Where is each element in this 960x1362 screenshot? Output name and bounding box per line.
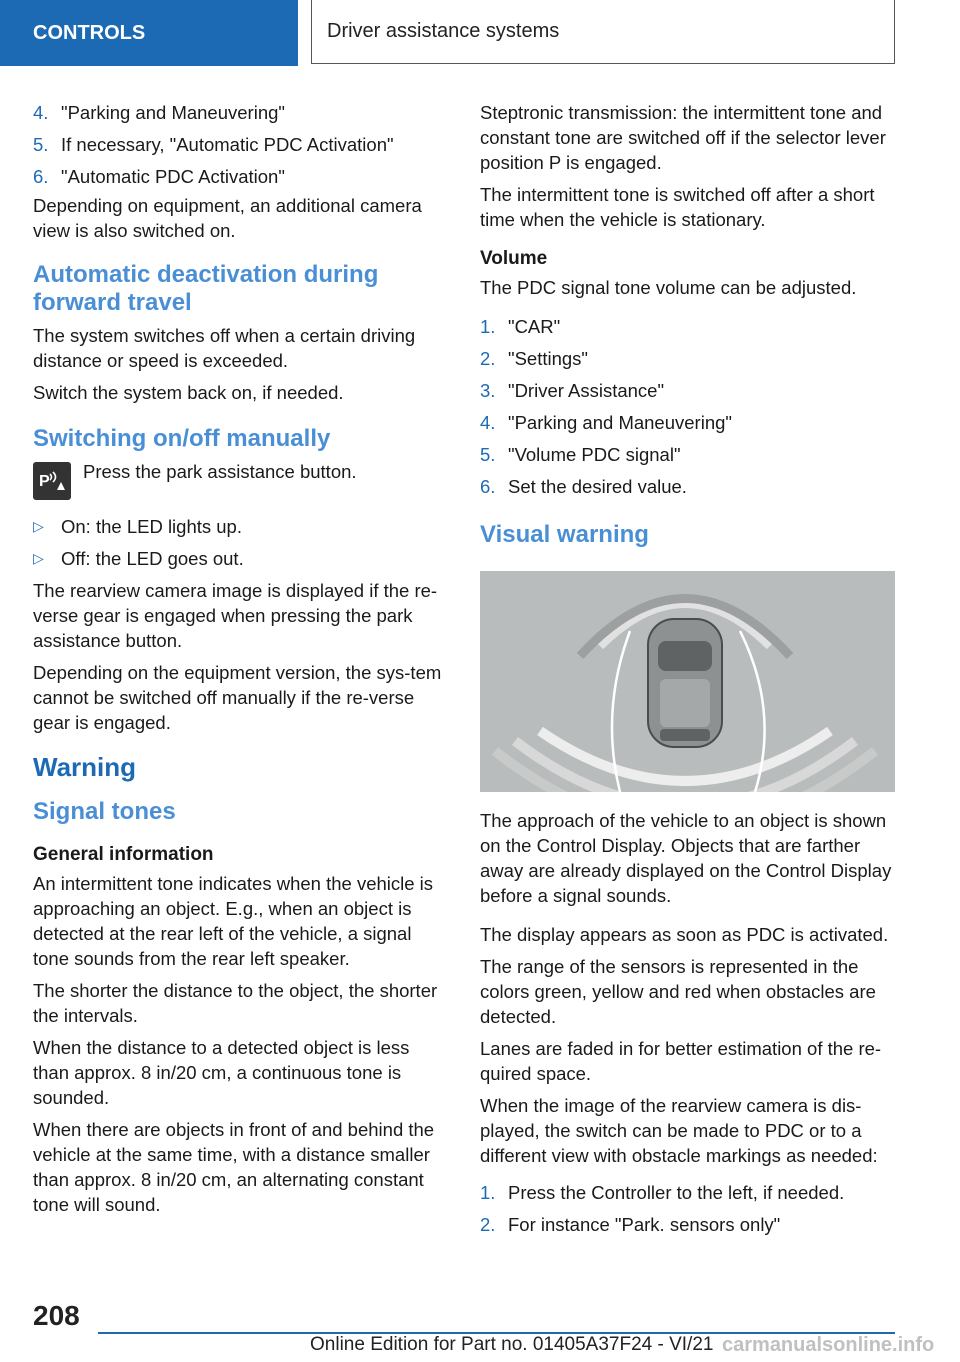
heading-warning: Warning [33,752,137,782]
list-item: 2. For instance "Park. sensors only" [480,1214,781,1235]
paragraph: The approach of the vehicle to an object is shown on the Control Display. Objects that are farther away are already displayed on the Control Display before a signal sounds. [480,810,892,906]
paragraph: Steptronic transmission: the intermittent tone and constant tone are switched off if the selector lever position P is engaged. [480,102,886,173]
paragraph: The intermittent tone is switched off after a short time when the vehicle is stationary. [480,184,875,230]
left-column [33,100,449,1224]
page-header [0,0,960,66]
paragraph: Lanes are faded in for better estimation of the re-quired space. [480,1038,882,1084]
svg-text:P: P [39,473,50,490]
right-column [480,100,896,1244]
list-item: 1. "CAR" [480,316,561,337]
edition-text: Online Edition for Part no. 01405A37F24 - VI/21 [310,1334,714,1355]
list-item: 6. "Automatic PDC Activation" [33,166,285,187]
park-button-row [33,459,449,500]
pdc-display-illustration [480,571,895,792]
paragraph: The PDC signal tone volume can be adjusted. [480,277,857,298]
paragraph: The system switches off when a certain driving distance or speed is exceeded. [33,325,416,371]
list-item: 5. If necessary, "Automatic PDC Activation" [33,134,394,155]
list-item: 6. Set the desired value. [480,476,687,497]
list-item: 5. "Volume PDC signal" [480,444,681,465]
paragraph: Depending on equipment, an additional camera view is also switched on. [33,195,422,241]
heading-switching: Switching on/off manually [33,425,331,452]
paragraph: The range of the sensors is represented in the colors green, yellow and red when obstacles are detected. [480,956,876,1027]
paragraph: The shorter the distance to the object, the shorter the intervals. [33,980,438,1026]
paragraph: When there are objects in front of and behind the vehicle at the same time, with a distance smaller than approx. 8 in/20 cm, an alternating constant tone will sound. [33,1119,435,1215]
press-button-text: Press the park assistance button. [83,461,357,482]
heading-general-info: General information [33,844,214,865]
list-item: 4. "Parking and Maneuvering" [480,412,732,433]
list-item: 1. Press the Controller to the left, if needed. [480,1182,845,1203]
triangle-bullet-icon: ▷ [33,518,44,534]
list-item: 4. "Parking and Maneuvering" [33,102,285,123]
section-tab: CONTROLS [0,0,298,66]
list-item: 2. "Settings" [480,348,588,369]
park-assist-button-icon [33,462,71,500]
paragraph: An intermittent tone indicates when the vehicle is approaching an object. E.g., when an object is detected at the rear left of the vehicle, a signal tone sounds from the rear left speaker. [33,873,434,969]
list-item: ▷ Off: the LED goes out. [33,548,244,569]
paragraph: The rearview camera image is displayed if the re-verse gear is engaged when pressing the park assistance button. [33,580,438,651]
paragraph: The display appears as soon as PDC is activated. [480,924,889,945]
triangle-bullet-icon: ▷ [33,550,44,566]
list-item: 3. "Driver Assistance" [480,380,665,401]
paragraph: When the image of the rearview camera is dis-played, the switch can be made to PDC or to a different view with obstacle markings as needed: [480,1095,878,1166]
page-number: 208 [33,1300,80,1331]
heading-volume: Volume [480,248,548,269]
watermark: carmanualsonline.info [722,1334,935,1356]
chapter-title: Driver assistance systems [311,0,895,64]
heading-auto-deactivation: Automatic deactivation during forward travel [33,261,379,316]
heading-signal-tones: Signal tones [33,798,176,825]
heading-visual-warning: Visual warning [480,521,649,548]
paragraph: Switch the system back on, if needed. [33,382,344,403]
paragraph: Depending on the equipment version, the sys-tem cannot be switched off manually if the re-verse gear is engaged. [33,662,442,733]
paragraph: When the distance to a detected object is less than approx. 8 in/20 cm, a continuous tone is sounded. [33,1037,410,1108]
list-item: ▷ On: the LED lights up. [33,516,242,537]
